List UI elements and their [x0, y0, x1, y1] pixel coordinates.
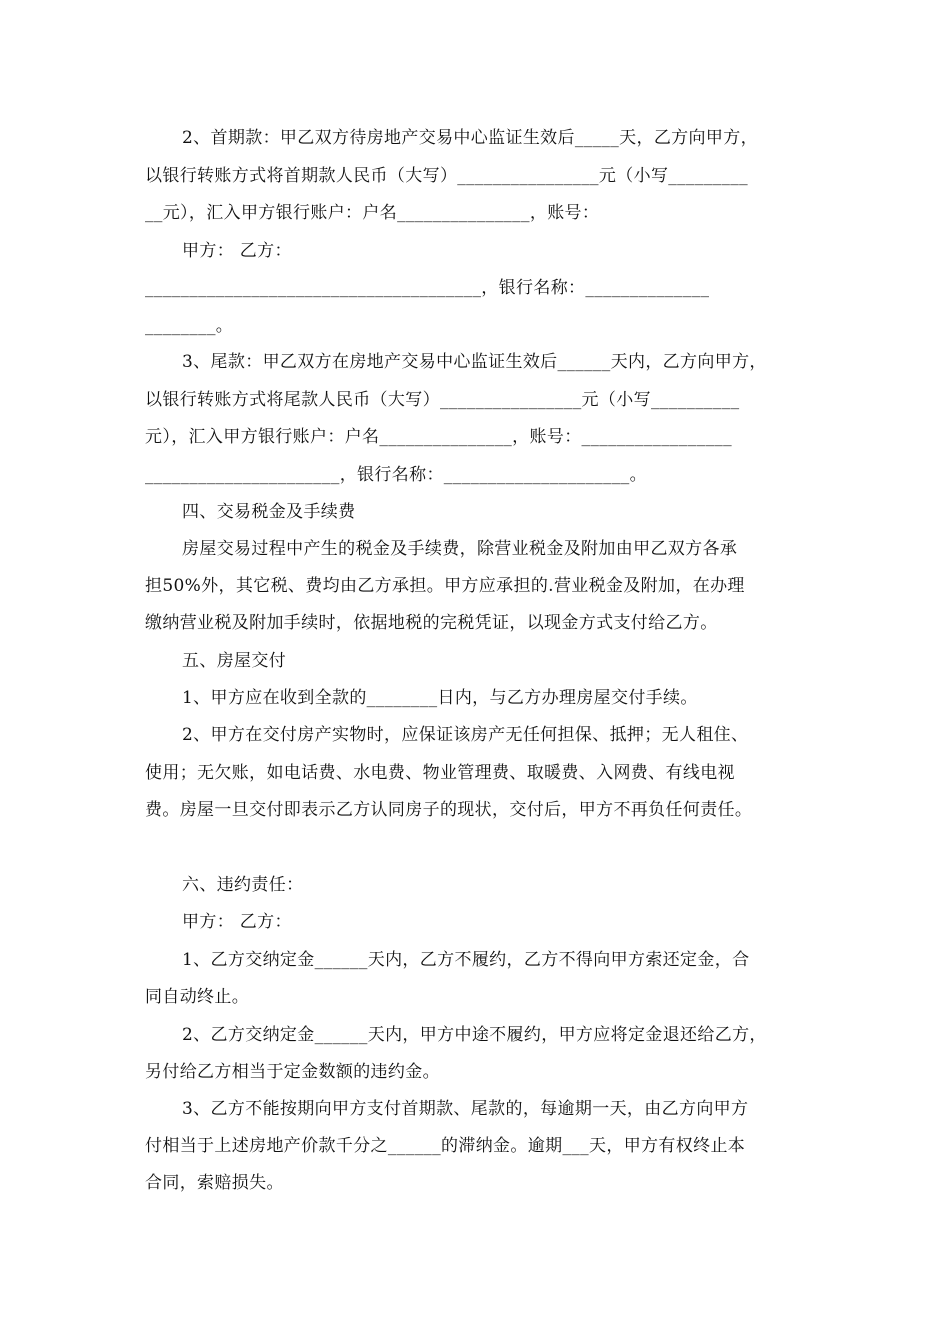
- paragraph-line: 同自动终止。: [145, 987, 250, 1007]
- paragraph-line: ______________________，银行名称：_____________________。: [145, 465, 647, 485]
- section-heading: 五、房屋交付: [182, 651, 287, 671]
- paragraph-line: 费。房屋一旦交付即表示乙方认同房子的现状，交付后，甲方不再负任何责任。: [145, 800, 753, 820]
- section-heading: 四、交易税金及手续费: [182, 502, 356, 522]
- paragraph-line: 甲方： 乙方：: [182, 912, 292, 932]
- paragraph-line: 付相当于上述房地产价款千分之______的滞纳金。逾期___天，甲方有权终止本: [145, 1136, 746, 1156]
- paragraph-line: 1、乙方交纳定金______天内，乙方不履约，乙方不得向甲方索还定金，合: [182, 950, 750, 970]
- paragraph-line: 1、甲方应在收到全款的________日内，与乙方办理房屋交付手续。: [182, 688, 698, 708]
- paragraph-line: 2、乙方交纳定金______天内，甲方中途不履约，甲方应将定金退还给乙方，: [182, 1025, 767, 1045]
- paragraph-line: 以银行转账方式将尾款人民币（大写）________________元（小写__________: [145, 390, 740, 410]
- paragraph-line: __元），汇入甲方银行账户：户名_______________，账号：: [145, 203, 600, 223]
- paragraph-line: ________。: [145, 316, 234, 336]
- paragraph-line: 3、尾款：甲乙双方在房地产交易中心监证生效后______天内，乙方向甲方，: [182, 352, 767, 372]
- paragraph-line: 甲方： 乙方：: [182, 241, 292, 261]
- paragraph-line: 2、甲方在交付房产实物时，应保证该房产无任何担保、抵押；无人租住、: [182, 725, 749, 745]
- paragraph-line: 2、首期款：甲乙双方待房地产交易中心监证生效后_____天，乙方向甲方，: [182, 128, 758, 148]
- paragraph-line: 使用；无欠账，如电话费、水电费、物业管理费、取暖费、入网费、有线电视: [145, 763, 735, 783]
- paragraph-line: 缴纳营业税及附加手续时，依据地税的完税凭证，以现金方式支付给乙方。: [145, 613, 718, 633]
- section-heading: 六、违约责任：: [182, 875, 304, 895]
- paragraph-line: ______________________________________，银行名称：______________: [145, 278, 710, 298]
- paragraph-line: 担50%外，其它税、费均由乙方承担。甲方应承担的.营业税金及附加，在办理: [145, 576, 745, 596]
- paragraph-line: 另付给乙方相当于定金数额的违约金。: [145, 1062, 440, 1082]
- paragraph-line: 3、乙方不能按期向甲方支付首期款、尾款的，每逾期一天，由乙方向甲方: [182, 1099, 749, 1119]
- paragraph-line: 房屋交易过程中产生的税金及手续费，除营业税金及附加由甲乙双方各承: [182, 539, 738, 559]
- paragraph-line: 以银行转账方式将首期款人民币（大写）________________元（小写_________: [145, 166, 748, 186]
- paragraph-line: 元），汇入甲方银行账户：户名_______________，账号：_________________: [145, 427, 732, 447]
- paragraph-line: 合同，索赔损失。: [145, 1173, 284, 1193]
